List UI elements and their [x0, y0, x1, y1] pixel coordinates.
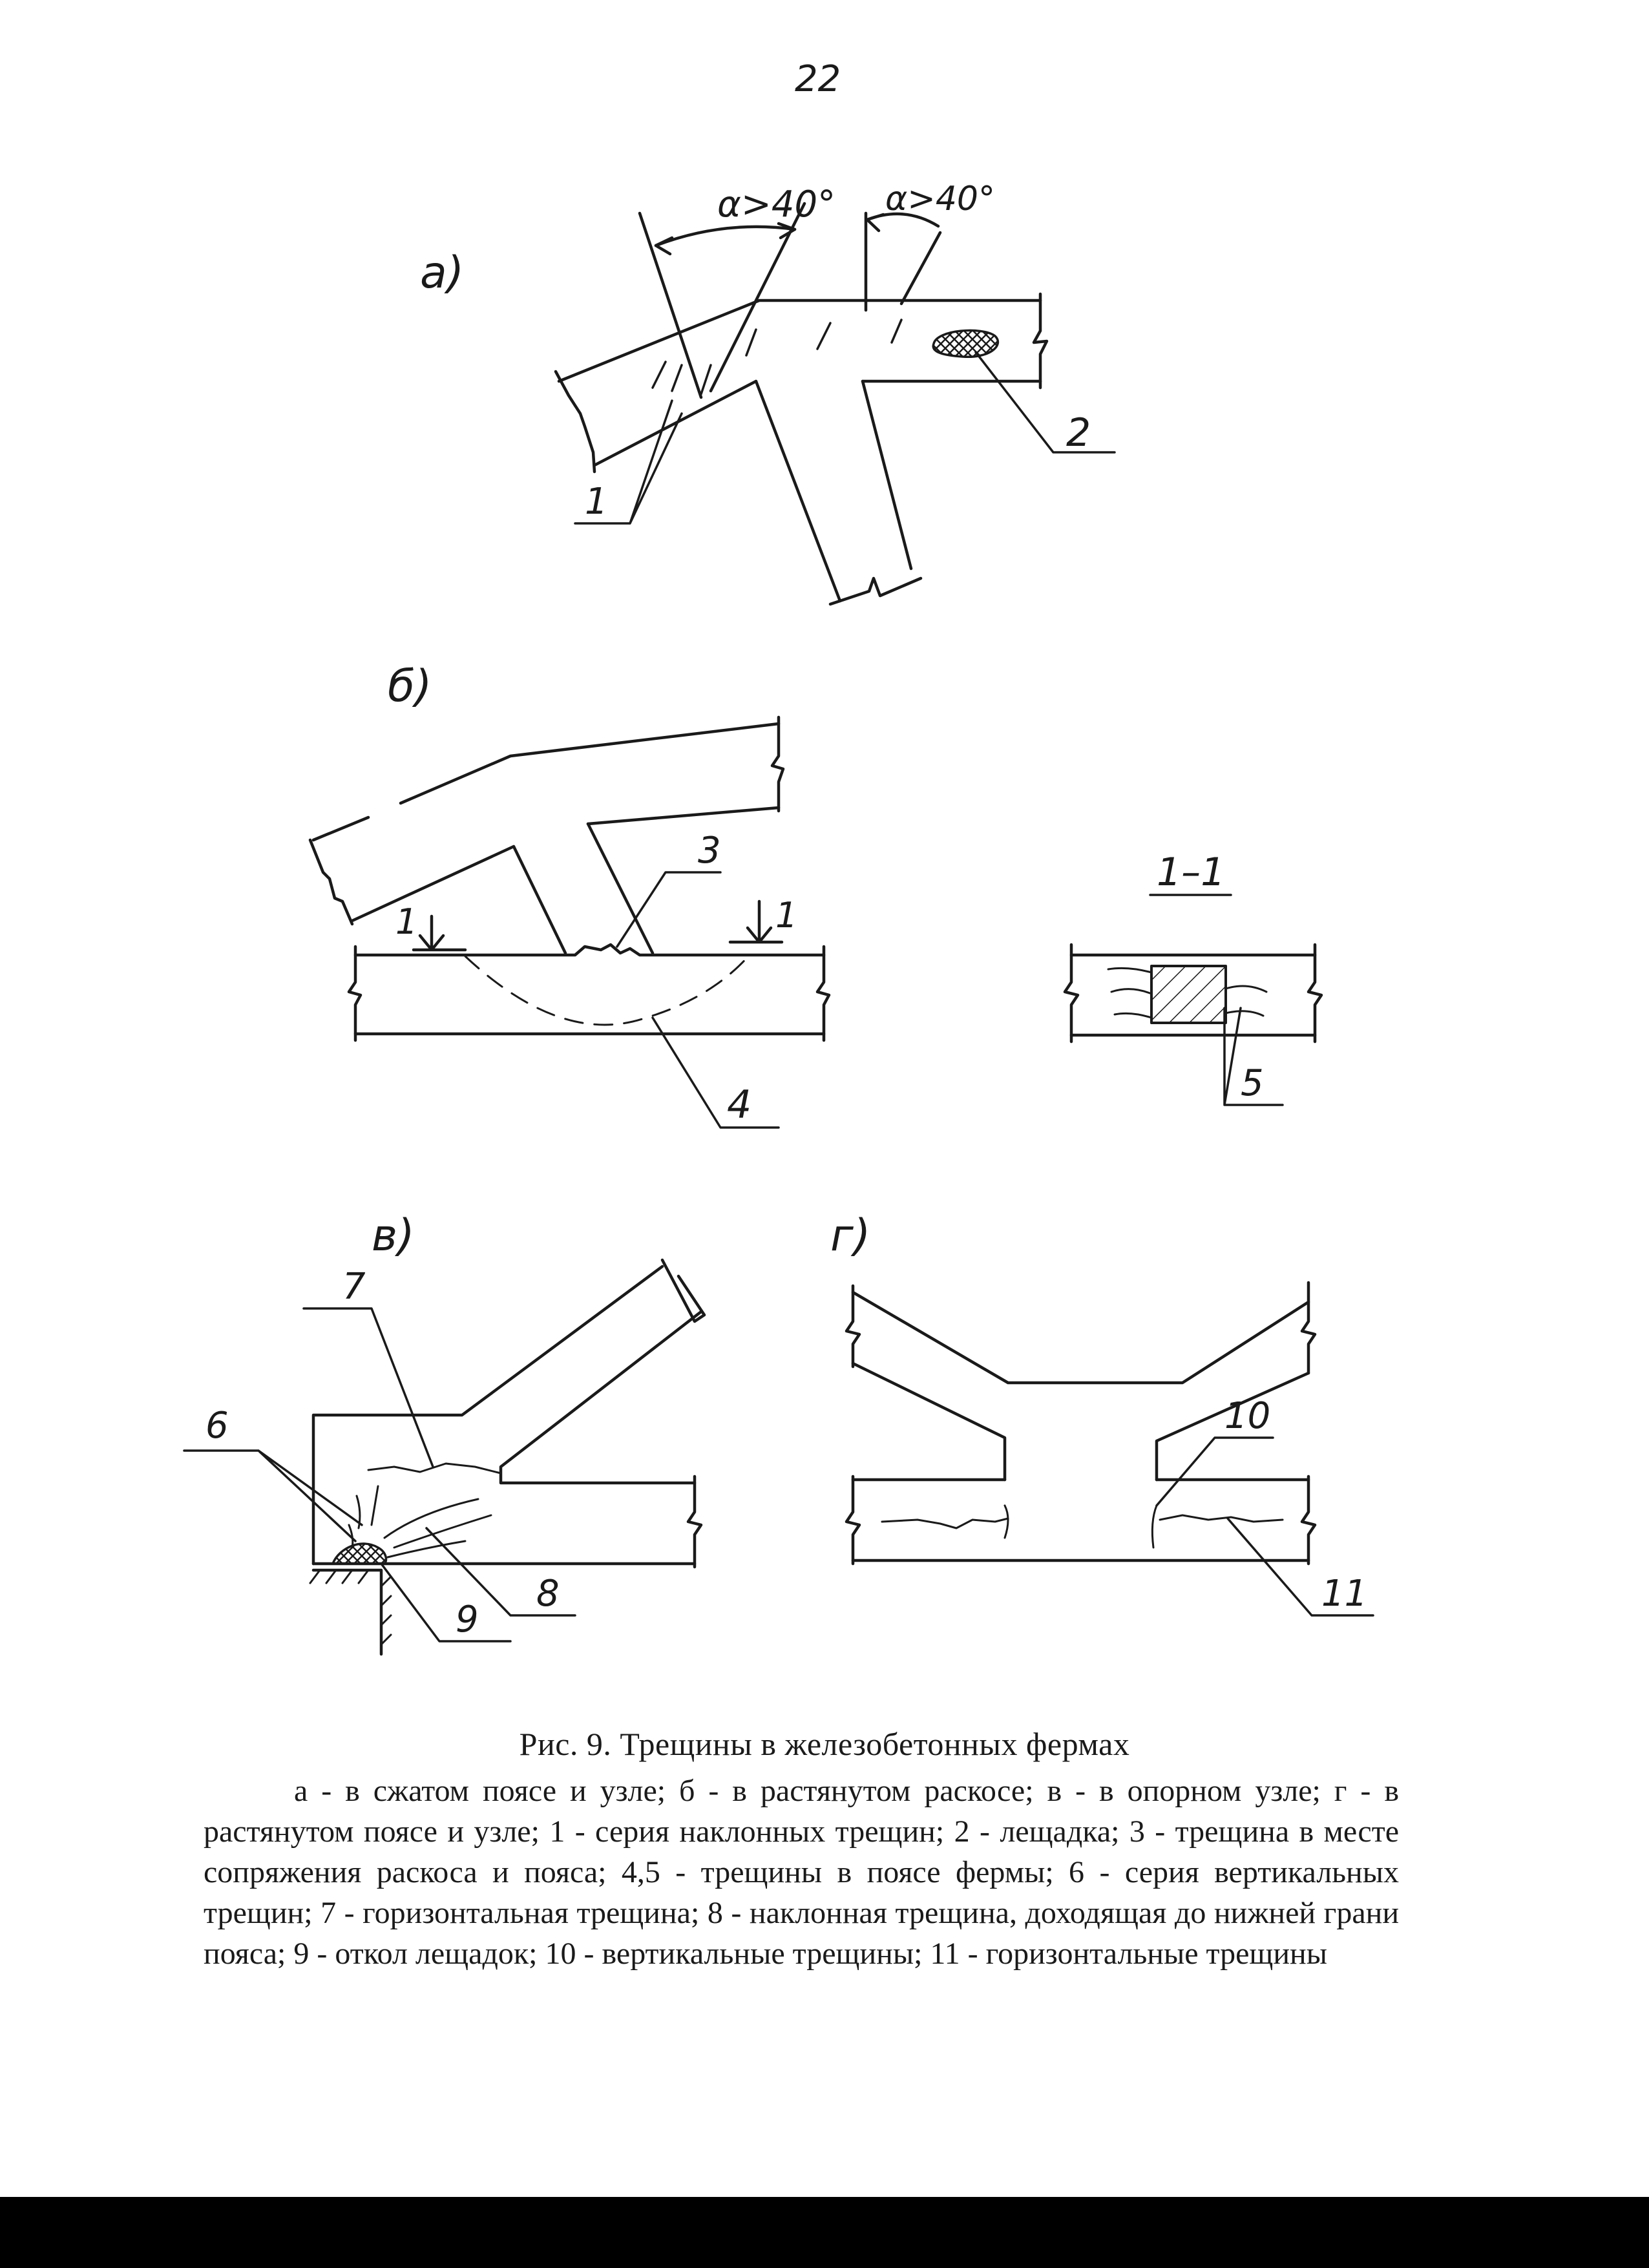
panel-g-callout-11: 11: [1321, 1573, 1368, 1615]
panel-a-label: а): [420, 247, 465, 299]
scan-bottom-border: [0, 2197, 1649, 2268]
panel-g-lower-chord-right-break: [1302, 1476, 1315, 1564]
panel-b-section-mark-right: [730, 901, 782, 942]
panel-b-leader-3: [617, 872, 720, 947]
panel-a-diagonal: [756, 381, 840, 601]
panel-g-callout-10: 10: [1224, 1395, 1271, 1437]
panel-b-crack-4: [465, 955, 750, 1025]
figure-caption-body: а - в сжатом поясе и узле; б - в растянутом раскосе; в - в опорном узле; г - в растянутом поясе и узле; 1 - серия наклонных трещин; 2 - лещадка; 3 - трещина в месте сопряжения раскоса и пояса; 4,5 - трещины в поясе фермы; 6 - серия вертикальных трещин; 7 - горизонтальная трещина; 8 - наклонная трещина, доходящая до нижней грани пояса; 9 - откол лещадок; 10 - вертикальные трещины; 11 - горизонтальные трещины: [204, 1774, 1399, 1971]
panel-v-support-hatch: [310, 1570, 391, 1644]
panel-v-leader-6: [184, 1451, 362, 1541]
panel-v-callout-6: 6: [205, 1405, 229, 1447]
panel-g-chord-right-break: [1302, 1283, 1315, 1373]
panel-b-lower-chord-right-break: [817, 947, 829, 1040]
panel-v-chord-right-break: [688, 1476, 701, 1567]
panel-g-crack-vertical-left: [1005, 1506, 1008, 1538]
panel-a: [420, 180, 1115, 604]
panel-b-callout-3: 3: [698, 830, 721, 872]
panel-a-angle-arc-left: [656, 227, 795, 246]
panel-v-leader-9: [381, 1564, 510, 1641]
panel-v-diagonal-bottom: [501, 1312, 701, 1483]
panel-v-callout-8: 8: [536, 1573, 560, 1615]
panel-v-support: [313, 1570, 381, 1654]
panel-g-crack-left: [882, 1518, 1008, 1528]
panel-a-chord-left-break: [556, 372, 594, 472]
panel-g-chord-left-inner: [853, 1363, 1005, 1480]
panel-b-chord-top: [313, 724, 779, 840]
panel-v: [184, 1210, 704, 1654]
panel-v-callout-7: 7: [342, 1266, 366, 1308]
panel-g-label: г): [830, 1210, 871, 1261]
panel-a-chord-right-break: [1034, 294, 1047, 388]
panel-v-spall: [333, 1544, 386, 1564]
panel-b-section-mark-left-label: 1: [395, 901, 418, 942]
panel-b-section-title: 1–1: [1157, 850, 1226, 895]
panel-a-angle-right-label: α>40°: [885, 180, 996, 218]
panel-b-label: б): [388, 661, 432, 712]
panel-b-callout-4: 4: [727, 1082, 752, 1128]
panel-g-leader-10: [1157, 1438, 1273, 1506]
panel-b-section-web: [1151, 966, 1226, 1023]
panel-g-crack-11: [1160, 1515, 1283, 1522]
panel-b-lower-chord-left-break: [349, 947, 361, 1040]
panel-b: [310, 661, 1321, 1128]
panel-b-section-view: [1065, 945, 1321, 1042]
panel-b-callout-5: 5: [1241, 1062, 1264, 1104]
panel-g: [830, 1210, 1373, 1615]
panel-a-spall: [933, 330, 998, 357]
panel-v-callout-9: 9: [456, 1599, 479, 1641]
panel-v-crack-7: [368, 1464, 501, 1473]
panel-b-diagonal: [514, 846, 565, 953]
panel-a-callout-1: 1: [585, 481, 608, 523]
panel-v-outline: [313, 1266, 662, 1564]
panel-g-chord-top: [853, 1292, 1308, 1383]
panel-g-crack-vertical-10: [1152, 1506, 1157, 1548]
panel-v-label: в): [372, 1210, 415, 1261]
panel-v-leader-7: [304, 1308, 433, 1467]
panel-b-chord-left-break: [310, 840, 352, 924]
page-number: 22: [795, 58, 841, 100]
panel-a-chord-bottom: [594, 381, 756, 465]
panel-b-section-mark-left: [414, 916, 465, 950]
figure-caption-title: Рис. 9. Трещины в железобетонных фермах: [519, 1726, 1130, 1762]
panel-a-angle-left-label: α>40°: [717, 184, 836, 226]
panel-g-chord-left-break: [846, 1286, 859, 1367]
panel-b-chord-right-break: [772, 717, 783, 811]
panel-a-leader-2: [976, 352, 1115, 452]
panel-a-callout-2: 2: [1066, 410, 1091, 456]
panel-a-diagonal-break: [830, 578, 921, 604]
panel-b-chord-bottom: [352, 846, 514, 921]
panel-b-section-mark-right-label: 1: [775, 895, 798, 936]
panel-v-crack-8: [384, 1499, 491, 1557]
panel-g-lower-chord-left-break: [846, 1476, 859, 1564]
